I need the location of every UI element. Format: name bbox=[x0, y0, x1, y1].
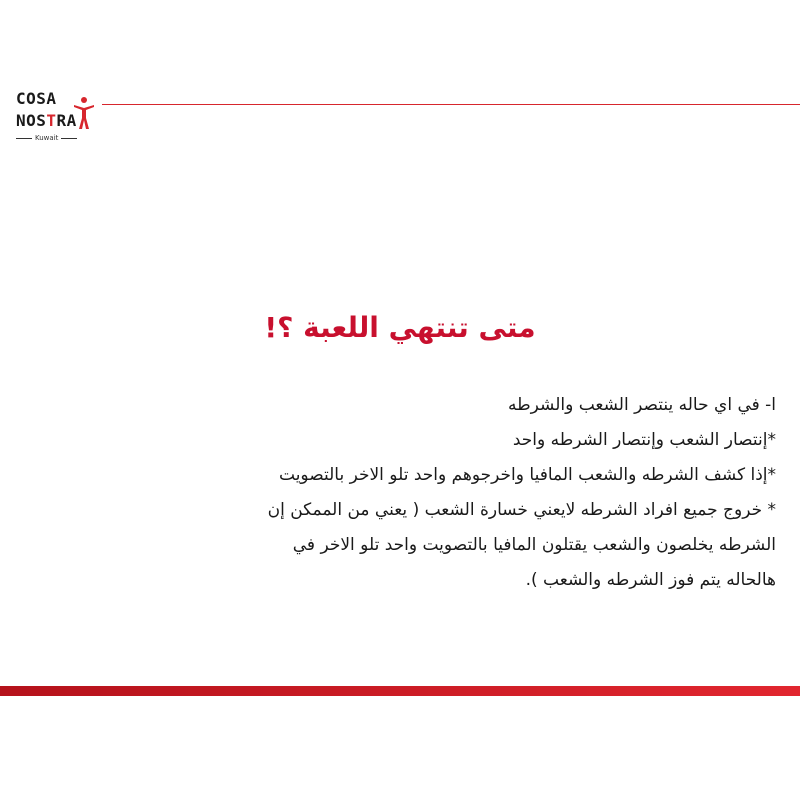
paragraph-line: *إذا كشف الشرطه والشعب المافيا واخرجوهم واحد تلو الاخر بالتصويت bbox=[279, 465, 776, 485]
paragraph-line: ا- في اي حاله ينتصر الشعب والشرطه bbox=[508, 395, 776, 415]
bottom-band bbox=[0, 686, 800, 696]
paragraph-line: *إنتصار الشعب وإنتصار الشرطه واحد bbox=[512, 430, 776, 450]
logo-subtitle-row bbox=[16, 134, 106, 142]
logo-mark-letter: T bbox=[46, 111, 57, 130]
body-text bbox=[24, 388, 776, 598]
paragraph-line: * خروج جميع افراد الشرطه لايعني خسارة الشعب ( يعني من الممكن إن bbox=[267, 500, 776, 520]
logo-dash-right bbox=[61, 138, 77, 139]
paragraph-line: هالحاله يتم فوز الشرطه والشعب ). bbox=[525, 570, 776, 590]
logo-word-cosa: COSA bbox=[16, 89, 57, 108]
logo-word-ra: RA bbox=[56, 111, 77, 130]
figure-icon bbox=[72, 96, 96, 130]
logo bbox=[16, 88, 106, 150]
logo-dash-left bbox=[16, 138, 32, 139]
top-rule bbox=[102, 104, 800, 105]
logo-word-nos: NOS bbox=[16, 111, 47, 130]
paragraph-line: الشرطه يخلصون والشعب يقتلون المافيا بالتصويت واحد تلو الاخر في bbox=[292, 535, 776, 555]
page-title: متى تنتهي اللعبة ؟! bbox=[264, 311, 536, 344]
logo-subtitle: Kuwait bbox=[35, 134, 59, 142]
